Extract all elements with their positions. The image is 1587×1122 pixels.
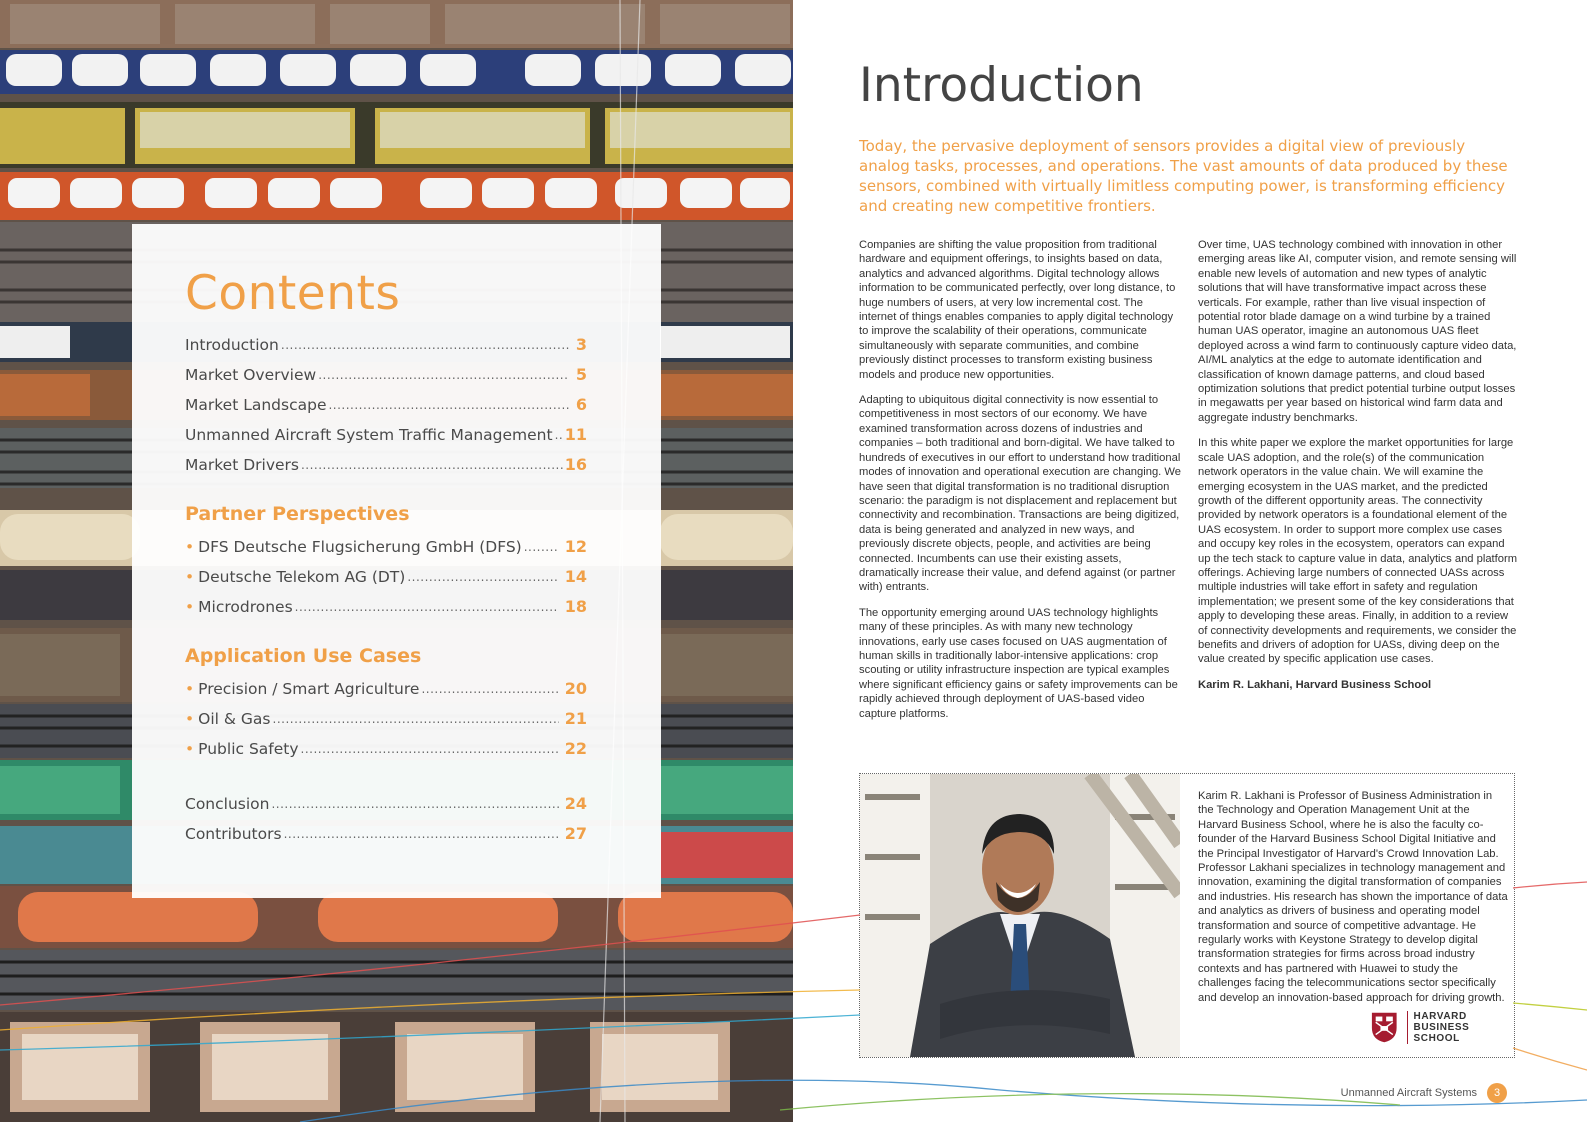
bullet-icon: • — [185, 598, 195, 616]
contents-panel — [132, 224, 661, 898]
introduction-page — [793, 0, 1587, 1122]
harvard-business-school-logo — [1370, 1010, 1514, 1044]
toc-entry-market-overview[interactable]: Market Overview ..... 5 — [185, 360, 587, 384]
contents-title: Contents — [185, 266, 401, 321]
page-title: Introduction — [859, 58, 1144, 113]
bullet-icon: • — [185, 568, 195, 586]
toc-heading-partner-perspectives: Partner Perspectives — [185, 503, 410, 525]
toc-entry-public-safety[interactable]: • Public Safety ..... 22 — [185, 734, 587, 758]
cover-photo-page — [0, 0, 793, 1122]
author-signature: Karim R. Lakhani, Harvard Business School — [1198, 678, 1432, 691]
toc-entry-oil-gas[interactable]: • Oil & Gas ..... 21 — [185, 704, 587, 728]
toc-entry-introduction[interactable]: Introduction ..... 3 — [185, 330, 587, 354]
bullet-icon: • — [185, 538, 195, 556]
intro-lead-paragraph: Today, the pervasive deployment of sensors provides a digital view of previously analog tasks, processes, and operations. The vast amounts of data produced by these sensors, combined with virtually limitless computing power, is transforming efficiency and creating new competitive frontiers. — [859, 137, 1508, 215]
hbs-logo-line1: HARVARD — [1413, 1010, 1467, 1022]
body-paragraph: The opportunity emerging around UAS technology highlights many of these principles. As with many new technology innovations, early use cases focused on UAS augmentation of human skills in traditionally labor-intensive applications: crop scouting or utility infrastructure inspection are typical examples where significant efficiency gains or safety improvements can be rapidly achieved through deployment of UAS-based video capture platforms. — [859, 606, 1178, 720]
toc-entry-dfs[interactable]: • DFS Deutsche Flugsicherung GmbH (DFS) ..... 12 — [185, 532, 587, 556]
portrait-image — [860, 774, 1180, 1057]
toc-entry-agriculture[interactable]: • Precision / Smart Agriculture ..... 20 — [185, 674, 587, 698]
bullet-icon: • — [185, 680, 195, 698]
toc-heading-application-use-cases: Application Use Cases — [185, 645, 422, 667]
page-footer — [1341, 1083, 1507, 1103]
toc-entry-market-landscape[interactable]: Market Landscape ..... 6 — [185, 390, 587, 414]
body-column-right — [1198, 238, 1520, 703]
bullet-icon: • — [185, 740, 195, 758]
body-column-left — [859, 238, 1181, 732]
bullet-icon: • — [185, 710, 195, 728]
toc-entry-market-drivers[interactable]: Market Drivers ..... 16 — [185, 450, 587, 474]
author-portrait — [860, 774, 1180, 1057]
page-number-badge: 3 — [1487, 1083, 1507, 1103]
toc-entry-microdrones[interactable]: • Microdrones ..... 18 — [185, 592, 587, 616]
toc-entry-contributors[interactable]: Contributors ..... 27 — [185, 819, 587, 843]
hbs-logo-line2: BUSINESS SCHOOL — [1413, 1021, 1470, 1044]
toc-entry-utm[interactable]: Unmanned Aircraft System Traffic Management ..... 11 — [185, 420, 587, 444]
hbs-shield-icon — [1370, 1010, 1399, 1044]
author-bio-text: Karim R. Lakhani is Professor of Business Administration in the Technology and Operation Management Unit at the Harvard Business School, where he is also the faculty co-founder of the Harvard Business School Digital Initiative and the Principal Investigator of Harvard's Crowd Innovation Lab. Professor Lakhani specializes in technology management and innovation, examining the digital transformation of companies and industries. His research has shown the importance of data and analytics as drivers of business and operating model transformation and source of competitive advantage. He regularly works with Keystone Strategy to develop digital transformation strategies for firms across broad industry contexts and has partnered with Huawei to study the challenges facing the telecommunications sector specifically and develop an innovation-based approach for driving growth. — [1198, 790, 1508, 1004]
toc-entry-conclusion[interactable]: Conclusion ..... 24 — [185, 789, 587, 813]
body-paragraph: In this white paper we explore the market opportunities for large scale UAS adoption, and the role(s) of the communication network operators in the value chain. We will examine the emerging ecosystem in the UAS market, and the predicted growth of the different opportunity areas. The connectivity provided by network operators is a foundational element of the UAS ecosystem. In order to support more complex use cases and occupy key roles in the ecosystem, operators can expand up the tech stack to capture value in data, analytics and platform offerings. Achieving large numbers of connected UASs across multiple industries will take effort in safety and regulation implementation; we present some of the key considerations that apply to developing these areas. Finally, in addition to a review of connectivity developments and requirements, we consider the benefits and drivers of adoption for UASs, diving deep on the value created by specific application use cases. — [1198, 437, 1518, 666]
body-paragraph: Adapting to ubiquitous digital connectivity is now essential to competitiveness in most sectors of our economy. We have examined transformation across dozens of industries and companies – both traditional and born-digital. We have talked to hundreds of executives in our effort to understand how traditional modes of innovation and operational execution are changing. We have seen that digital transformation is no traditional disruption scenario: the paradigm is not displacement and replacement but connectivity and recombination. Transactions are being digitized, data is being generated and analyzed in new ways, and previously discrete objects, people, and activities are being connected. Incumbents can use their existing assets, dramatically increase their value, and defend against (or partner with) entrants. — [859, 394, 1181, 594]
footer-label: Unmanned Aircraft Systems — [1340, 1087, 1477, 1099]
toc-entry-deutsche-telekom[interactable]: • Deutsche Telekom AG (DT) ..... 14 — [185, 562, 587, 586]
body-paragraph: Over time, UAS technology combined with innovation in other emerging areas like AI, computer vision, and remote sensing will enable new levels of automation and new types of analytic solutions that will have transformative impact across these verticals. For example, rather than live visual inspection of potential rotor blade damage on a wind turbine by a trained human UAS operator, imagine an autonomous UAS fleet deployed across a wind farm to continuously capture video data, AI/ML analytics at the edge to automate identification and classification of known damage patterns, and cloud based optimization solutions that predict potential turbine output losses in megawatts per year based on historical wind farm data and aggregate industry benchmarks. — [1198, 239, 1517, 424]
body-paragraph: Companies are shifting the value proposition from traditional hardware and equipment offerings, to insights based on data, analytics and advanced algorithms. Digital technology allows information to be communicated perfectly, over long distance, to huge numbers of users, at very low incremental cost. The internet of things enables companies to apply digital technology to improve the scalability of their operations, communicate simultaneously with separate communities, and combine previously distinct processes to transform existing business models and produce new opportunities. — [859, 239, 1176, 381]
author-bio-box — [859, 773, 1515, 1058]
